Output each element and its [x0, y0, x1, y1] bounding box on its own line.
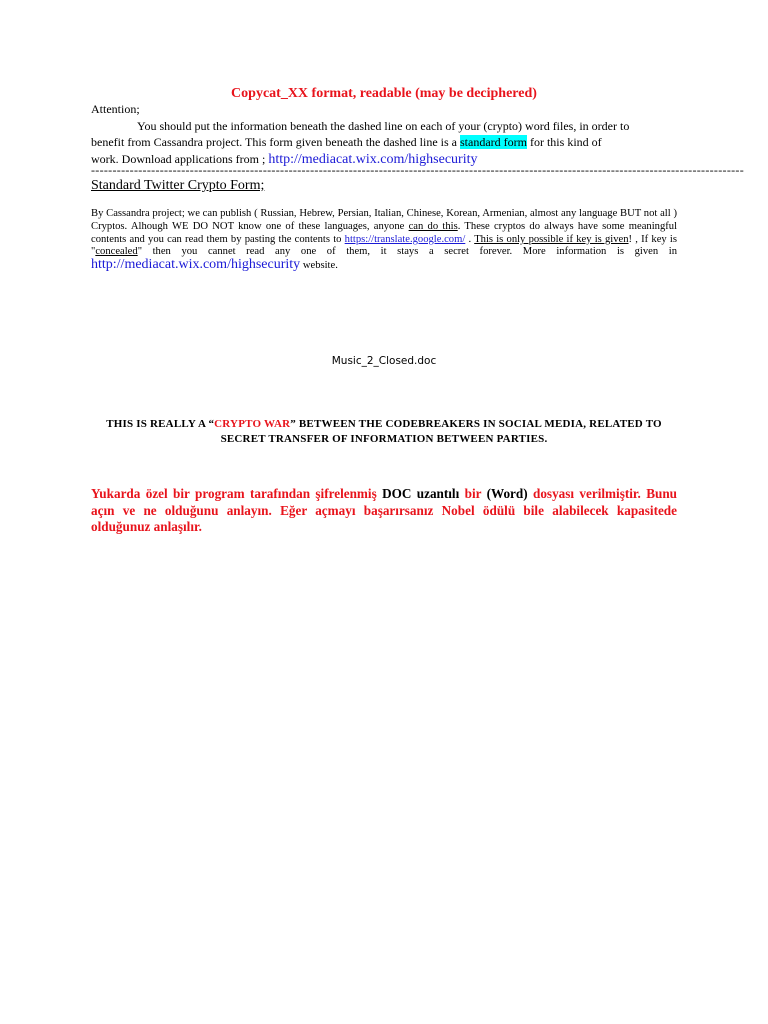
attention-paragraph — [91, 101, 677, 168]
attention-line2a: benefit from Cassandra project. This form given beneath the dashed line is a — [91, 135, 460, 149]
turkish-text-b: bir — [459, 486, 487, 501]
crypto-war-statement — [91, 417, 677, 447]
form-text-part4: ! , If key is " — [91, 233, 677, 258]
turkish-text-c: dosyası verilmiştir. Bunu açın ve ne olduğunu anlayın. Eğer açmayı başarırsanız Nobel ödülü bile alabilecek kapasitede olduğunuz anlaşılır. — [91, 486, 677, 534]
word-text: (Word) — [486, 486, 528, 501]
form-text-part2: . These cryptos do always have some meaningful contents and you can read them by pasting the contents to — [91, 220, 678, 245]
crypto-war-text: CRYPTO WAR — [214, 418, 291, 430]
attention-line3: work. Download applications from ; — [91, 151, 269, 166]
attention-line2b: for this kind of — [526, 135, 602, 149]
war-text-b: ” BETWEEN THE CODEBREAKERS IN SOCIAL MEDIA, RELATED TO SECRET TRANSFER OF INFORMATION BETWEEN PARTIES. — [220, 418, 662, 445]
doc-extension-text: DOC uzantılı — [382, 486, 460, 501]
file-name: Music_2_Closed.doc — [331, 355, 437, 367]
turkish-paragraph — [91, 486, 677, 536]
mediacat-link-2[interactable]: http://mediacat.wix.com/highsecurity — [91, 257, 301, 273]
mediacat-link[interactable]: http://mediacat.wix.com/highsecurity — [268, 151, 478, 167]
form-heading: Standard Twitter Crypto Form; — [91, 178, 265, 193]
possible-text: This is only possible if key is given — [474, 233, 629, 245]
form-text-part1: By Cassandra project; we can publish ( Russian, Hebrew, Persian, Italian, Chinese, Korean, Armenian, almost any language BUT not all ) Cryptos. Alhough WE DO NOT know one of these languages, anyone — [91, 208, 677, 232]
dashed-divider: -------------------------------------------------------------------------------------------------------------------------------------------------------- — [91, 163, 745, 177]
form-paragraph — [91, 208, 677, 273]
attention-label: Attention; — [91, 102, 140, 116]
war-text-a: THIS IS REALLY A “ — [106, 418, 215, 430]
form-text-part5: " then you cannet read any one of them, it stays a secret forever. More information is given in — [137, 246, 677, 258]
form-text-part3: . — [465, 233, 475, 245]
can-do-this-text: can do this — [408, 220, 458, 232]
standard-form-highlight: standard form — [460, 135, 527, 149]
translate-link[interactable]: https://translate.google.com/ — [344, 233, 466, 245]
form-text-part6: website. — [300, 260, 338, 272]
turkish-text-a: Yukarda özel bir program tarafından şifrelenmiş — [91, 486, 383, 501]
document-title: Copycat_XX format, readable (may be deciphered) — [231, 86, 537, 101]
attention-line1: You should put the information beneath the dashed line on each of your (crypto) word files, in order to — [137, 118, 630, 133]
concealed-text: concealed — [95, 246, 138, 258]
